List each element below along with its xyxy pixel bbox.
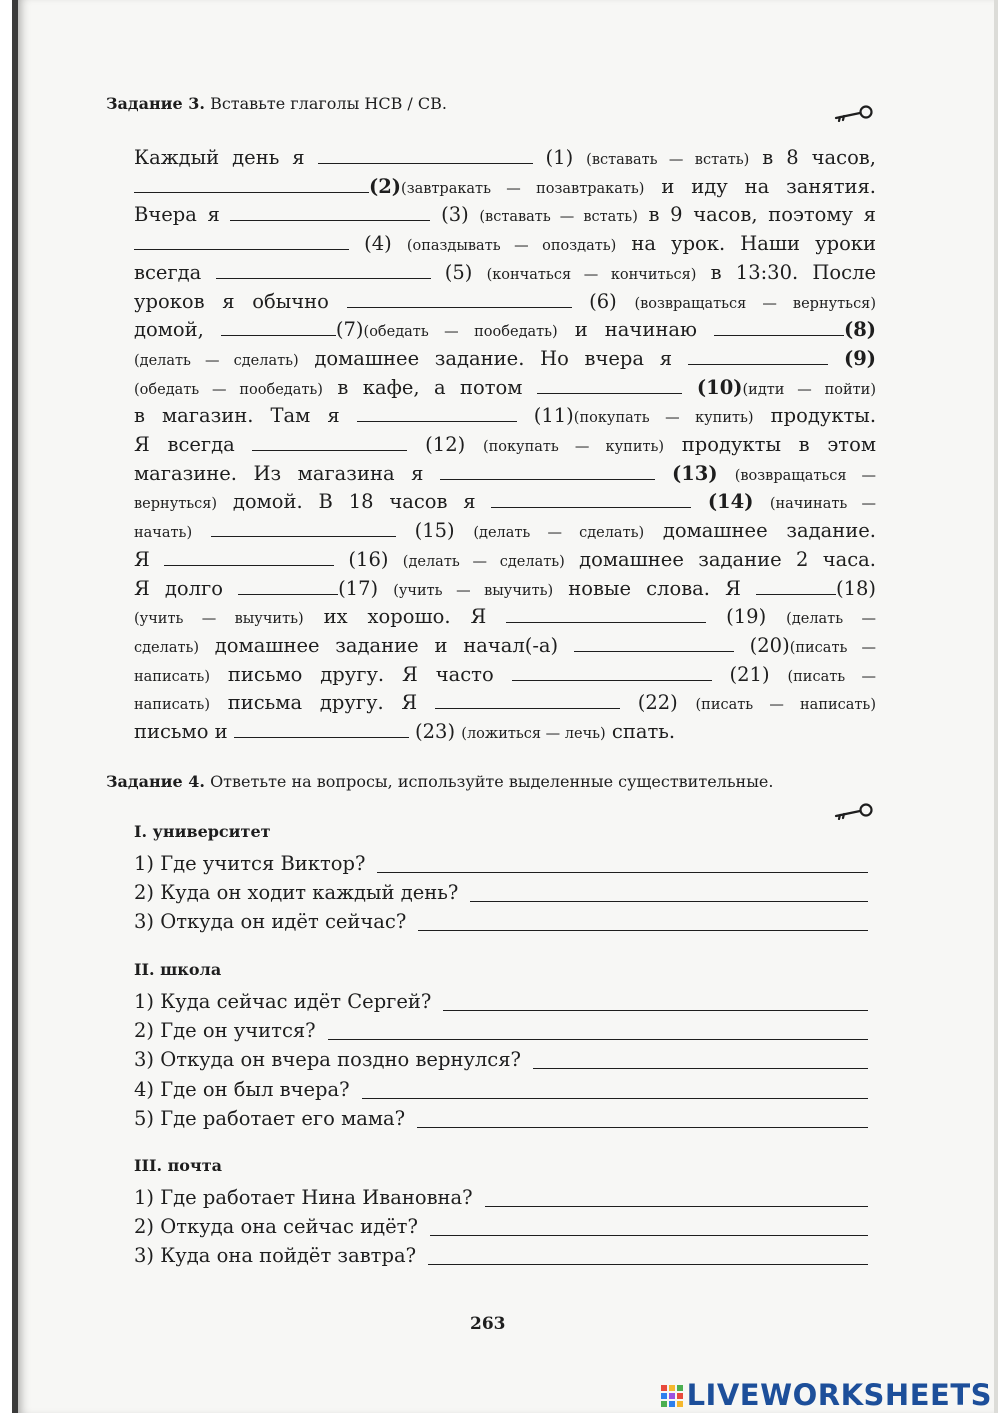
task3-line <box>134 345 876 375</box>
question-text: 1) Где учится Виктор? <box>134 852 366 875</box>
text-fragment: Я долго <box>134 576 239 600</box>
task3-line-text <box>134 661 876 691</box>
answer-blank[interactable] <box>134 174 369 193</box>
task3-line-text <box>134 546 876 576</box>
text-fragment: в магазин. Там я <box>134 404 357 428</box>
task3-line <box>134 661 876 691</box>
task3-line-text <box>134 288 876 318</box>
text-fragment: (6) <box>571 289 635 313</box>
question-text: 2) Куда он ходит каждый день? <box>134 881 459 905</box>
task3-line-text <box>134 316 876 346</box>
task3-line-text <box>134 402 876 432</box>
text-fragment: домашнее задание. Но вчера я <box>298 346 688 370</box>
verb-hint: написать) <box>134 697 210 714</box>
answer-line[interactable] <box>362 1098 868 1099</box>
task3-line-text <box>134 144 876 174</box>
task3-line <box>134 431 876 461</box>
answer-blank[interactable] <box>435 690 620 709</box>
answer-blank[interactable] <box>230 202 430 221</box>
verb-hint: (делать — <box>786 611 876 628</box>
answer-blank[interactable] <box>221 317 336 336</box>
text-fragment: на урок. Наши уроки <box>616 232 876 256</box>
text-fragment: магазине. Из магазина я <box>134 461 440 485</box>
answer-blank[interactable] <box>134 231 349 250</box>
verb-hint: (ложиться — лечь) <box>461 726 606 742</box>
section-title: II. школа <box>134 960 222 979</box>
watermark-text: LIVEWORKSHEETS <box>686 1378 992 1412</box>
text-fragment: письмо другу. Я часто <box>209 662 512 686</box>
answer-line[interactable] <box>443 1010 868 1011</box>
verb-hint: (завтракать — позавтракать) <box>401 180 645 197</box>
question-text: 4) Где он был вчера? <box>134 1077 350 1101</box>
task3-line <box>134 288 876 318</box>
answer-line[interactable] <box>328 1039 868 1040</box>
key-icon <box>832 104 874 122</box>
text-fragment: (20) <box>733 633 790 657</box>
text-fragment: (7) <box>335 318 364 342</box>
text-fragment: (1) <box>532 146 587 169</box>
task3-line-text <box>134 173 876 203</box>
answer-line[interactable] <box>533 1068 868 1069</box>
task3-line <box>134 575 876 605</box>
text-fragment: (4) <box>349 232 407 256</box>
answer-blank[interactable] <box>714 317 844 336</box>
answer-blank[interactable] <box>252 432 407 451</box>
answer-blank[interactable] <box>537 375 682 394</box>
text-fragment: в 8 часов, <box>749 146 876 169</box>
verb-hint: сделать) <box>134 639 200 656</box>
text-fragment: (8) <box>843 318 876 342</box>
task3-line-text <box>134 259 876 289</box>
text-fragment: (15) <box>395 519 474 543</box>
section-title: I. университет <box>134 822 271 841</box>
task3-line-text <box>134 689 876 719</box>
task3-line-text <box>134 517 876 547</box>
task3-line-text <box>134 345 876 375</box>
task3-line <box>134 460 876 490</box>
verb-hint: (покупать — купить) <box>573 410 754 427</box>
answer-blank[interactable] <box>216 260 431 279</box>
text-fragment: (10) <box>681 375 743 399</box>
text-fragment: (17) <box>338 576 394 600</box>
text-fragment: Вчера я <box>134 203 231 227</box>
task3-instruction: Вставьте глаголы НСВ / СВ. <box>210 94 447 113</box>
text-fragment: и начинаю <box>557 318 714 342</box>
text-fragment: в 9 часов, поэтому я <box>637 203 876 227</box>
page-edge <box>994 0 998 1413</box>
task3-line-text <box>134 431 876 461</box>
task3-line-text <box>134 632 876 662</box>
answer-line[interactable] <box>377 872 868 873</box>
text-fragment: домашнее задание. <box>644 519 876 543</box>
verb-hint: (начинать — <box>769 496 876 513</box>
verb-hint: (учить — выучить) <box>393 582 554 599</box>
answer-blank[interactable] <box>512 662 712 681</box>
verb-hint: (возвращаться — <box>734 467 877 484</box>
task4-label: Задание 4. <box>106 772 205 791</box>
text-fragment: новые слова. Я <box>553 576 756 600</box>
question-text: 3) Откуда он вчера поздно вернулся? <box>134 1048 521 1072</box>
text-fragment: (14) <box>691 490 770 514</box>
verb-hint: (писать — <box>789 639 877 656</box>
text-fragment: (13) <box>654 461 735 485</box>
task3-line <box>134 144 876 174</box>
answer-line[interactable] <box>470 901 868 902</box>
task3-line <box>134 230 876 260</box>
worksheet-page <box>12 0 998 1413</box>
answer-blank[interactable] <box>491 489 691 508</box>
answer-blank[interactable] <box>318 145 533 164</box>
text-fragment: (5) <box>430 260 487 284</box>
text-fragment <box>192 519 211 542</box>
answer-blank[interactable] <box>506 604 706 623</box>
answer-blank[interactable] <box>347 289 572 308</box>
key-icon <box>832 802 874 820</box>
text-fragment: домой, <box>134 318 221 342</box>
text-fragment: продукты. <box>753 404 877 428</box>
question-text: 2) Откуда она сейчас идёт? <box>134 1215 418 1239</box>
question-text: 2) Где он учится? <box>134 1019 316 1043</box>
text-fragment: Я всегда <box>134 433 253 456</box>
answer-blank[interactable] <box>756 576 836 595</box>
text-fragment: всегда <box>134 260 216 284</box>
verb-hint: написать) <box>134 668 210 685</box>
verb-hint: (кончаться — кончиться) <box>486 266 697 283</box>
verb-hint: (обедать — пообедать) <box>363 324 558 341</box>
verb-hint: (идти — пойти) <box>742 381 876 398</box>
verb-hint: (возвращаться — вернуться) <box>634 295 876 312</box>
question-text: 5) Где работает его мама? <box>134 1106 406 1130</box>
section-title: III. почта <box>134 1156 222 1175</box>
verb-hint: начать) <box>134 525 193 542</box>
verb-hint: (делать — сделать) <box>402 553 565 570</box>
task3-line-text <box>134 201 876 231</box>
answer-blank[interactable] <box>574 633 734 652</box>
task3-line-text <box>134 603 876 633</box>
text-fragment: письма другу. Я <box>209 691 435 715</box>
text-fragment: продукты в этом <box>664 433 876 456</box>
answer-blank[interactable] <box>238 576 338 595</box>
text-fragment: (21) <box>711 662 788 686</box>
text-fragment: письмо и <box>134 720 234 743</box>
verb-hint: (делать — сделать) <box>134 352 299 369</box>
text-fragment: (22) <box>619 691 696 715</box>
answer-line[interactable] <box>418 930 868 931</box>
text-fragment: домашнее задание 2 часа. <box>564 547 876 571</box>
verb-hint: (делать — сделать) <box>473 525 645 542</box>
task3-heading <box>106 94 447 113</box>
text-fragment: Я <box>134 547 165 571</box>
text-fragment: спать. <box>605 720 676 743</box>
page-number: 263 <box>470 1314 506 1334</box>
question-text: 1) Куда сейчас идёт Сергей? <box>134 990 432 1013</box>
verb-hint: (обедать — пообедать) <box>134 381 323 398</box>
question-text: 3) Куда она пойдёт завтра? <box>134 1244 417 1268</box>
text-fragment: (3) <box>430 203 480 227</box>
text-fragment: домашнее задание и начал(-а) <box>199 633 574 657</box>
text-fragment: домой. В 18 часов я <box>217 490 492 514</box>
task3-line <box>134 173 876 203</box>
task3-line-text <box>134 488 876 518</box>
verb-hint: (учить — выучить) <box>134 611 304 628</box>
question-text: 1) Где работает Нина Ивановна? <box>134 1186 473 1209</box>
task3-line <box>134 488 876 518</box>
text-fragment: Каждый день я <box>134 146 318 169</box>
task3-line <box>134 517 876 547</box>
answer-line[interactable] <box>417 1127 868 1128</box>
task3-line <box>134 689 876 719</box>
text-fragment: в 13:30. После <box>696 260 876 284</box>
answer-line[interactable] <box>430 1235 868 1236</box>
text-fragment: (2) <box>369 174 402 198</box>
text-fragment: их хорошо. Я <box>303 605 507 629</box>
task3-line <box>134 374 876 404</box>
task3-line-text <box>134 460 876 490</box>
task3-label: Задание 3. <box>106 94 205 113</box>
verb-hint: (покупать — купить) <box>482 439 665 455</box>
text-fragment: (11) <box>516 404 574 428</box>
task3-line-text <box>134 575 876 605</box>
text-fragment: в кафе, а потом <box>322 375 537 399</box>
task3-line <box>134 316 876 346</box>
answer-blank[interactable] <box>357 403 517 422</box>
verb-hint: (вставать — встать) <box>479 209 638 226</box>
task3-line <box>134 546 876 576</box>
task3-line <box>134 259 876 289</box>
verb-hint: вернуться) <box>134 496 218 513</box>
text-fragment: и иду на занятия. <box>644 174 876 198</box>
text-fragment: (9) <box>827 346 876 370</box>
answer-blank[interactable] <box>234 719 409 738</box>
text-fragment: (18) <box>835 576 876 600</box>
text-fragment: (12) <box>407 433 483 456</box>
answer-line[interactable] <box>485 1206 868 1207</box>
task3-line-text <box>134 374 876 404</box>
task3-line-text <box>134 718 675 748</box>
question-text: 3) Откуда он идёт сейчас? <box>134 910 407 934</box>
task3-line <box>134 718 876 748</box>
answer-blank[interactable] <box>164 547 334 566</box>
liveworksheets-watermark <box>660 1378 992 1412</box>
liveworksheets-logo-icon <box>660 1384 684 1408</box>
verb-hint: (писать — <box>787 668 876 685</box>
task3-line <box>134 402 876 432</box>
text-fragment: уроков я обычно <box>134 289 347 313</box>
answer-blank[interactable] <box>211 518 396 537</box>
task3-line <box>134 603 876 633</box>
text-fragment: (19) <box>706 605 787 629</box>
verb-hint: (писать — написать) <box>695 697 876 714</box>
verb-hint: (вставать — встать) <box>586 152 750 168</box>
task4-heading <box>106 772 773 791</box>
task3-line-text <box>134 230 876 260</box>
verb-hint: (опаздывать — опоздать) <box>406 238 617 255</box>
task3-line <box>134 201 876 231</box>
task4-instruction: Ответьте на вопросы, используйте выделенные существительные. <box>210 772 774 791</box>
text-fragment: (23) <box>408 720 462 743</box>
text-fragment: (16) <box>334 547 403 571</box>
answer-line[interactable] <box>428 1264 868 1265</box>
task3-line <box>134 632 876 662</box>
answer-blank[interactable] <box>440 461 655 480</box>
answer-blank[interactable] <box>688 346 828 365</box>
